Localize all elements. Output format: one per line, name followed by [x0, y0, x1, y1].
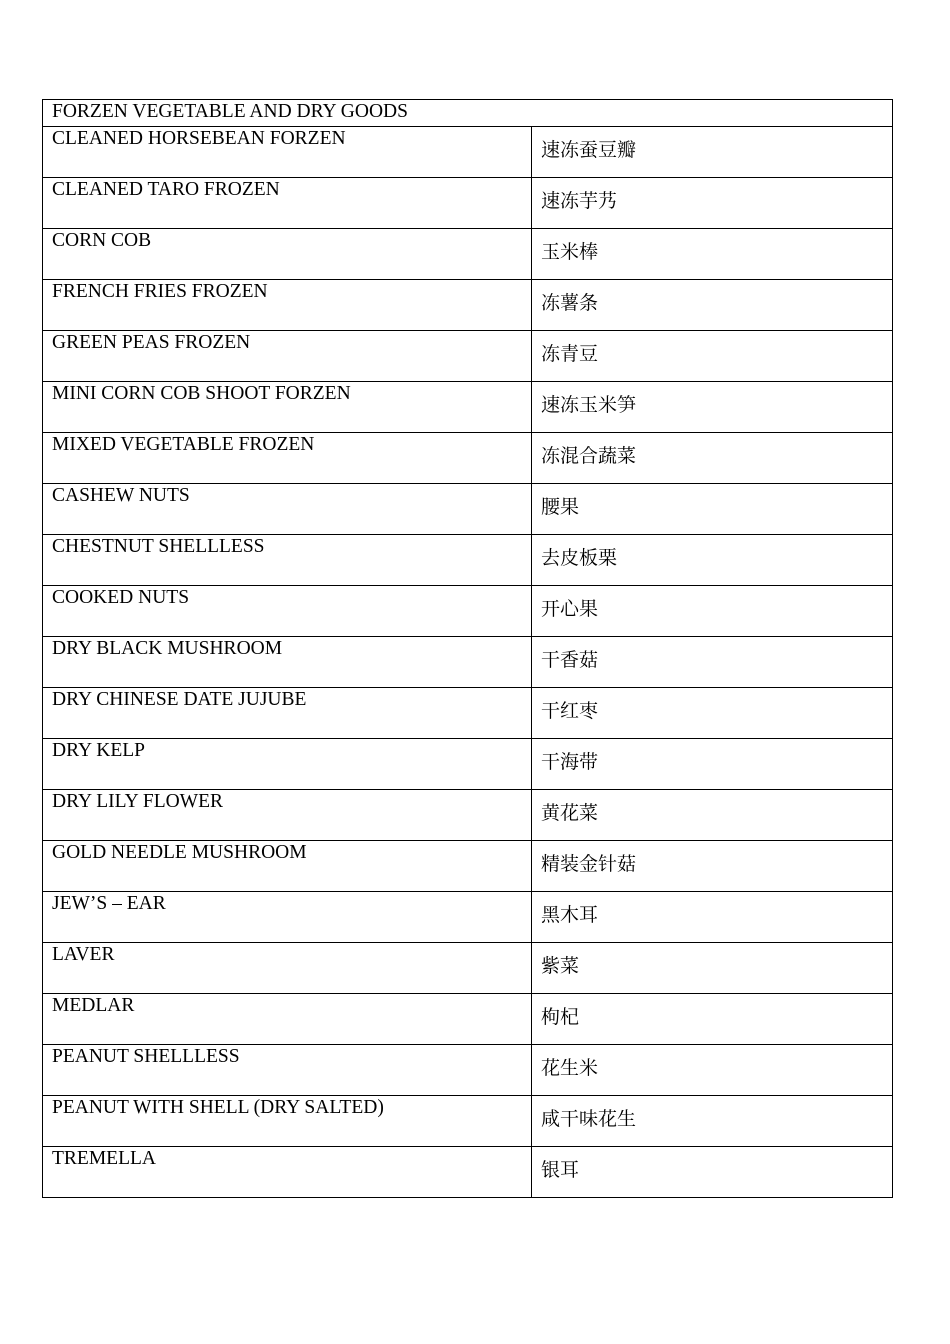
chinese-name-cell — [532, 331, 893, 382]
english-name-cell — [43, 739, 532, 790]
english-name: GREEN PEAS FROZEN — [52, 332, 251, 353]
english-name-cell — [43, 841, 532, 892]
table-row — [43, 1147, 893, 1198]
chinese-name: 去皮板栗 — [541, 547, 618, 569]
table-row — [43, 1096, 893, 1147]
chinese-name: 银耳 — [541, 1159, 580, 1181]
table-row — [43, 229, 893, 280]
table-row — [43, 433, 893, 484]
table-row — [43, 586, 893, 637]
table-row — [43, 1045, 893, 1096]
english-name: CASHEW NUTS — [52, 485, 190, 506]
english-name: JEW’S – EAR — [52, 893, 166, 914]
chinese-name: 速冻蚕豆瓣 — [541, 139, 637, 161]
chinese-name: 速冻芋艿 — [541, 190, 618, 212]
english-name-cell — [43, 1045, 532, 1096]
chinese-name-cell — [532, 637, 893, 688]
chinese-name-cell — [532, 892, 893, 943]
chinese-name-cell — [532, 688, 893, 739]
english-name-cell — [43, 1147, 532, 1198]
chinese-name: 冻混合蔬菜 — [541, 445, 637, 467]
table-row — [43, 688, 893, 739]
english-name-cell — [43, 127, 532, 178]
table-row — [43, 892, 893, 943]
table-row — [43, 739, 893, 790]
english-name-cell — [43, 331, 532, 382]
english-name-cell — [43, 688, 532, 739]
english-name: PEANUT WITH SHELL (DRY SALTED) — [52, 1097, 384, 1118]
chinese-name-cell — [532, 1045, 893, 1096]
chinese-name-cell — [532, 178, 893, 229]
english-name: MEDLAR — [52, 995, 135, 1016]
english-name-cell — [43, 790, 532, 841]
chinese-name-cell — [532, 535, 893, 586]
chinese-name-cell — [532, 739, 893, 790]
chinese-name: 腰果 — [541, 496, 580, 518]
chinese-name: 玉米棒 — [541, 241, 599, 263]
chinese-name: 紫菜 — [541, 955, 580, 977]
english-name: MINI CORN COB SHOOT FORZEN — [52, 383, 351, 404]
table-row — [43, 331, 893, 382]
table-row — [43, 484, 893, 535]
english-name-cell — [43, 943, 532, 994]
english-name-cell — [43, 586, 532, 637]
chinese-name: 干红枣 — [541, 700, 599, 722]
table-row — [43, 178, 893, 229]
english-name: DRY CHINESE DATE JUJUBE — [52, 689, 307, 710]
chinese-name: 干香菇 — [541, 649, 599, 671]
chinese-name-cell — [532, 943, 893, 994]
chinese-name-cell — [532, 841, 893, 892]
english-name: PEANUT SHELLLESS — [52, 1046, 240, 1067]
english-name-cell — [43, 535, 532, 586]
english-name: FRENCH FRIES FROZEN — [52, 281, 268, 302]
english-name: DRY KELP — [52, 740, 145, 761]
english-name-cell — [43, 892, 532, 943]
chinese-name: 黄花菜 — [541, 802, 599, 824]
chinese-name-cell — [532, 433, 893, 484]
chinese-name-cell — [532, 586, 893, 637]
english-name-cell — [43, 637, 532, 688]
chinese-name: 冻薯条 — [541, 292, 599, 314]
english-name: CHESTNUT SHELLLESS — [52, 536, 265, 557]
table-row — [43, 382, 893, 433]
table-row — [43, 280, 893, 331]
chinese-name-cell — [532, 994, 893, 1045]
english-name: MIXED VEGETABLE FROZEN — [52, 434, 315, 455]
chinese-name-cell — [532, 1096, 893, 1147]
english-name: DRY LILY FLOWER — [52, 791, 224, 812]
goods-table — [42, 99, 893, 1198]
table-row — [43, 994, 893, 1045]
english-name: CLEANED TARO FROZEN — [52, 179, 280, 200]
chinese-name-cell — [532, 127, 893, 178]
english-name-cell — [43, 178, 532, 229]
table-title: FORZEN VEGETABLE AND DRY GOODS — [43, 100, 893, 127]
chinese-name: 黑木耳 — [541, 904, 599, 926]
english-name-cell — [43, 1096, 532, 1147]
english-name: COOKED NUTS — [52, 587, 190, 608]
table-row — [43, 943, 893, 994]
table-row — [43, 127, 893, 178]
table-row — [43, 535, 893, 586]
chinese-name-cell — [532, 1147, 893, 1198]
english-name: DRY BLACK MUSHROOM — [52, 638, 283, 659]
english-name: CORN COB — [52, 230, 152, 251]
table-row — [43, 841, 893, 892]
chinese-name: 咸干味花生 — [541, 1108, 637, 1130]
english-name-cell — [43, 382, 532, 433]
english-name: GOLD NEEDLE MUSHROOM — [52, 842, 307, 863]
chinese-name-cell — [532, 484, 893, 535]
goods-table-body — [43, 100, 893, 1198]
chinese-name-cell — [532, 382, 893, 433]
table-header-row — [43, 100, 893, 127]
chinese-name-cell — [532, 229, 893, 280]
english-name: CLEANED HORSEBEAN FORZEN — [52, 128, 346, 149]
table-row — [43, 790, 893, 841]
english-name-cell — [43, 433, 532, 484]
chinese-name: 冻青豆 — [541, 343, 599, 365]
english-name-cell — [43, 484, 532, 535]
chinese-name: 开心果 — [541, 598, 599, 620]
chinese-name: 花生米 — [541, 1057, 599, 1079]
chinese-name: 精装金针菇 — [541, 853, 637, 875]
table-row — [43, 637, 893, 688]
chinese-name-cell — [532, 280, 893, 331]
english-name-cell — [43, 229, 532, 280]
english-name-cell — [43, 994, 532, 1045]
english-name: TREMELLA — [52, 1148, 156, 1169]
chinese-name-cell — [532, 790, 893, 841]
english-name-cell — [43, 280, 532, 331]
chinese-name: 干海带 — [541, 751, 599, 773]
chinese-name: 速冻玉米笋 — [541, 394, 637, 416]
chinese-name: 枸杞 — [541, 1006, 580, 1028]
english-name: LAVER — [52, 944, 115, 965]
